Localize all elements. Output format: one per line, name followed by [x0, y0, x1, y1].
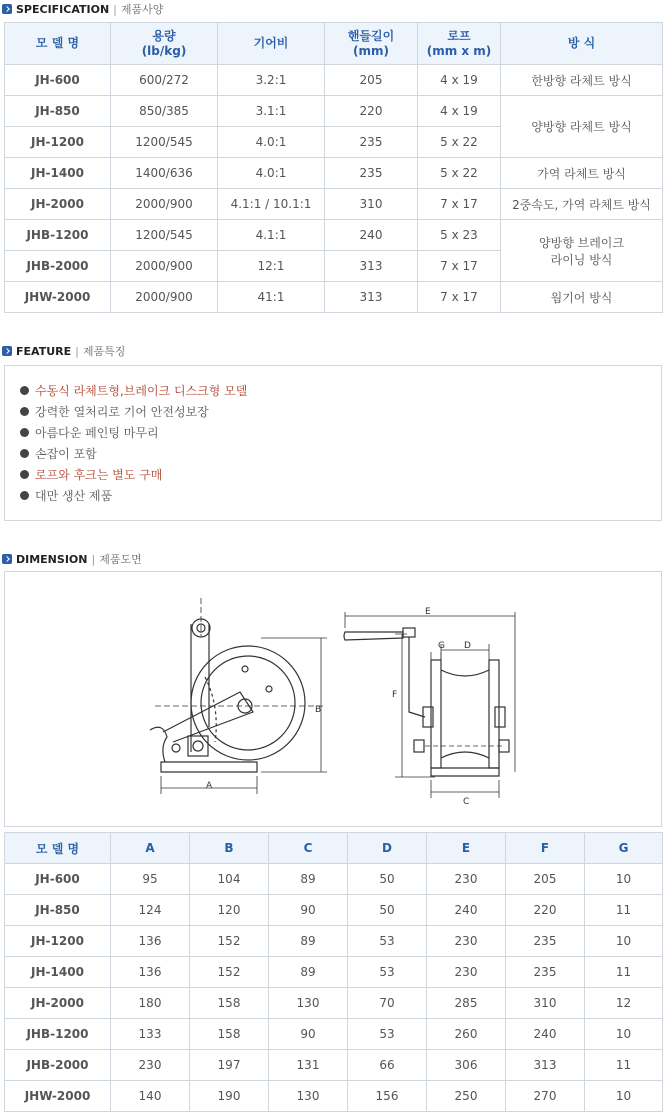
dim-value-cell: 285	[427, 988, 506, 1019]
dim-model-cell: JH-2000	[5, 988, 111, 1019]
pawl	[150, 727, 167, 762]
dim-value-cell: 89	[269, 957, 348, 988]
dim-model-cell: JHW-2000	[5, 1081, 111, 1112]
dim-value-cell: 89	[269, 864, 348, 895]
table-row: JHW-2000 2000/900 41:1 313 7 x 17 웜기어 방식	[5, 282, 663, 313]
dim-header-f: F	[506, 833, 585, 864]
spec-header-model: 모 델 명	[5, 23, 111, 65]
winch-drawing	[5, 572, 661, 826]
spec-header-row	[5, 23, 663, 65]
feature-title-ko: 제품특징	[82, 345, 126, 358]
dim-value-cell: 152	[190, 926, 269, 957]
dim-value-cell: 230	[427, 864, 506, 895]
dimension-drawing	[4, 571, 662, 827]
dim-value-cell: 10	[585, 1081, 663, 1112]
dimension-section-title: DIMENSION | 제품도면	[2, 551, 142, 567]
side-flange-right	[489, 660, 499, 768]
table-row: JH-1400 1400/636 4.0:1 235 5 x 22 가역 라체트 방식	[5, 158, 663, 189]
spec-header-rope: 로프 (mm x m)	[418, 23, 501, 65]
dim-value-cell: 158	[190, 1019, 269, 1050]
method-cell: 웜기어 방식	[501, 282, 663, 313]
dim-value-cell: 240	[427, 895, 506, 926]
side-arm	[409, 637, 425, 717]
dim-value-cell: 240	[506, 1019, 585, 1050]
dim-label-g: G	[438, 641, 445, 651]
dim-model-cell: JH-1200	[5, 926, 111, 957]
dim-value-cell: 90	[269, 895, 348, 926]
feature-section-title: FEATURE | 제품특징	[2, 343, 125, 359]
dim-value-cell: 12	[585, 988, 663, 1019]
dim-label-a: A	[206, 781, 213, 791]
feature-list	[4, 365, 662, 521]
dim-label-f: F	[392, 690, 398, 700]
dim-header-model: 모 델 명	[5, 833, 111, 864]
dim-label-c: C	[463, 797, 470, 807]
dim-value-cell: 197	[190, 1050, 269, 1081]
dim-value-cell: 235	[506, 926, 585, 957]
dim-value-cell: 10	[585, 1019, 663, 1050]
side-handle-hub	[403, 628, 415, 637]
dim-value-cell: 220	[506, 895, 585, 926]
spec-header-handle-length: 핸들길이 (mm)	[325, 23, 418, 65]
dim-value-cell: 156	[348, 1081, 427, 1112]
base-plate	[161, 762, 257, 772]
spec-table	[4, 22, 663, 313]
dimension-title-en: DIMENSION	[16, 552, 88, 566]
dim-value-cell: 130	[269, 988, 348, 1019]
method-cell: 2중속도, 가역 라체트 방식	[501, 189, 663, 220]
table-row: JHB-1200 1200/545 4.1:1 240 5 x 23 양방향 브레이크 라이닝 방식	[5, 220, 663, 251]
spec-title-ko: 제품사양	[120, 3, 164, 16]
list-item: 아름다운 페인팅 마무리	[20, 422, 661, 443]
spec-header-gear-ratio: 기어비	[218, 23, 325, 65]
dim-label-b: B	[315, 705, 322, 715]
dim-model-cell: JH-850	[5, 895, 111, 926]
list-item: 대만 생산 제품	[20, 485, 661, 506]
table-row	[5, 895, 663, 926]
dim-value-cell: 306	[427, 1050, 506, 1081]
dimension-table	[4, 832, 663, 1112]
table-row: JH-600 600/272 3.2:1 205 4 x 19 한방향 라체트 방식	[5, 65, 663, 96]
dim-value-cell: 53	[348, 957, 427, 988]
list-item: 강력한 열처리로 기어 안전성보장	[20, 401, 661, 422]
bullet-arrow-icon	[2, 346, 12, 356]
table-row	[5, 1081, 663, 1112]
dim-value-cell: 180	[111, 988, 190, 1019]
spec-section-title: SPECIFICATION | 제품사양	[2, 1, 163, 17]
bullet-dot-icon	[20, 491, 29, 500]
dim-value-cell: 235	[506, 957, 585, 988]
dim-value-cell: 158	[190, 988, 269, 1019]
list-item: 수동식 라체트형,브레이크 디스크형 모델	[20, 380, 661, 401]
dim-label-e: E	[425, 607, 431, 617]
dim-header-c: C	[269, 833, 348, 864]
spec-header-method: 방 식	[501, 23, 663, 65]
dim-header-g: G	[585, 833, 663, 864]
spec-title-en: SPECIFICATION	[16, 2, 110, 16]
dim-value-cell: 152	[190, 957, 269, 988]
dim-value-cell: 90	[269, 1019, 348, 1050]
dim-value-cell: 270	[506, 1081, 585, 1112]
dim-value-cell: 230	[111, 1050, 190, 1081]
dim-value-cell: 10	[585, 864, 663, 895]
dim-value-cell: 11	[585, 957, 663, 988]
dim-value-cell: 260	[427, 1019, 506, 1050]
feature-title-en: FEATURE	[16, 344, 72, 358]
table-row	[5, 1050, 663, 1081]
dim-value-cell: 205	[506, 864, 585, 895]
bullet-dot-icon	[20, 449, 29, 458]
dim-model-cell: JHB-2000	[5, 1050, 111, 1081]
table-row	[5, 864, 663, 895]
dim-value-cell: 50	[348, 895, 427, 926]
list-item: 손잡이 포함	[20, 443, 661, 464]
dim-value-cell: 10	[585, 926, 663, 957]
method-cell: 가역 라체트 방식	[501, 158, 663, 189]
method-cell: 양방향 브레이크 라이닝 방식	[501, 220, 663, 282]
dim-value-cell: 131	[269, 1050, 348, 1081]
dim-value-cell: 11	[585, 895, 663, 926]
spec-header-capacity: 용량 (lb/kg)	[111, 23, 218, 65]
dim-model-cell: JH-1400	[5, 957, 111, 988]
side-handle-grip	[344, 632, 403, 640]
table-row: JH-850 850/385 3.1:1 220 4 x 19 양방향 라체트 방식	[5, 96, 663, 127]
dim-value-cell: 50	[348, 864, 427, 895]
dim-value-cell: 70	[348, 988, 427, 1019]
table-row: JH-2000 2000/900 4.1:1 / 10.1:1 310 7 x 17 2중속도, 가역 라체트 방식	[5, 189, 663, 220]
dim-model-cell: JHB-1200	[5, 1019, 111, 1050]
table-row: JHB-2000 2000/900 12:1 313 7 x 17	[5, 251, 663, 282]
dim-table-body	[5, 864, 663, 1112]
dim-value-cell: 89	[269, 926, 348, 957]
bullet-dot-icon	[20, 407, 29, 416]
bullet-dot-icon	[20, 470, 29, 479]
dim-value-cell: 310	[506, 988, 585, 1019]
dim-value-cell: 136	[111, 957, 190, 988]
table-row	[5, 926, 663, 957]
list-item: 로프와 후크는 별도 구매	[20, 464, 661, 485]
dim-header-b: B	[190, 833, 269, 864]
method-cell: 한방향 라체트 방식	[501, 65, 663, 96]
dim-value-cell: 230	[427, 926, 506, 957]
dim-value-cell: 133	[111, 1019, 190, 1050]
dim-value-cell: 120	[190, 895, 269, 926]
dim-label-d: D	[464, 641, 471, 651]
dim-model-cell: JH-600	[5, 864, 111, 895]
bullet-arrow-icon	[2, 4, 12, 14]
dim-header-d: D	[348, 833, 427, 864]
dim-value-cell: 124	[111, 895, 190, 926]
dim-value-cell: 104	[190, 864, 269, 895]
dim-value-cell: 313	[506, 1050, 585, 1081]
dim-value-cell: 66	[348, 1050, 427, 1081]
dim-header-row	[5, 833, 663, 864]
dim-value-cell: 230	[427, 957, 506, 988]
table-row	[5, 1019, 663, 1050]
bullet-arrow-icon	[2, 554, 12, 564]
bullet-dot-icon	[20, 386, 29, 395]
dim-value-cell: 136	[111, 926, 190, 957]
dim-value-cell: 250	[427, 1081, 506, 1112]
dim-value-cell: 53	[348, 926, 427, 957]
dim-value-cell: 190	[190, 1081, 269, 1112]
dim-value-cell: 53	[348, 1019, 427, 1050]
table-row	[5, 957, 663, 988]
dim-header-a: A	[111, 833, 190, 864]
table-row: JH-1200 1200/545 4.0:1 235 5 x 22	[5, 127, 663, 158]
dim-value-cell: 95	[111, 864, 190, 895]
dim-value-cell: 11	[585, 1050, 663, 1081]
drum-profile	[441, 670, 489, 758]
dim-header-e: E	[427, 833, 506, 864]
method-cell: 양방향 라체트 방식	[501, 96, 663, 158]
dimension-title-ko: 제품도면	[99, 553, 142, 566]
dim-value-cell: 130	[269, 1081, 348, 1112]
dim-value-cell: 140	[111, 1081, 190, 1112]
bullet-dot-icon	[20, 428, 29, 437]
side-base	[431, 768, 499, 776]
table-row	[5, 988, 663, 1019]
